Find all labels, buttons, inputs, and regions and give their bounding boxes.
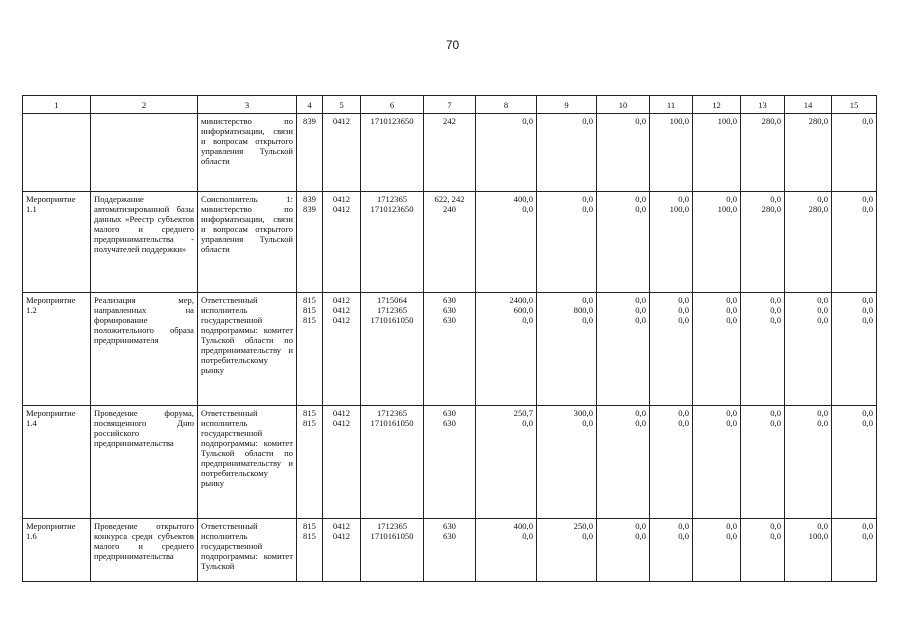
col-7-cell [424,114,476,192]
col-8-cell [476,519,537,582]
cell-value: 0,0 [582,315,593,325]
cell-value: 0,0 [678,418,689,428]
cell-value: 0,0 [770,315,781,325]
cell-value: 800,0 [573,305,593,315]
cell-value: 0,0 [770,408,781,418]
table-row [23,406,877,519]
cell-value: 0,0 [582,295,593,305]
cell-value: 0,0 [522,204,533,214]
cell-value: 0,0 [862,408,873,418]
column-header-6: 6 [361,96,424,114]
event-id-cell: Мероприятие 1.1 [23,192,91,293]
col-14-cell [785,293,832,406]
cell-value: 0,0 [726,194,737,204]
cell-value: 0,0 [862,521,873,531]
cell-value: 100,0 [808,531,828,541]
cell-value: 630 [443,295,456,305]
cell-value: 0,0 [862,204,873,214]
col-5-cell [323,519,361,582]
table-row [23,114,877,192]
executor-cell: министерство по информатизации, связи и вопросам открытого управления Тульской области [198,114,297,192]
col-14-cell [785,114,832,192]
col-10-cell [597,406,650,519]
col-7-cell [424,406,476,519]
cell-value: 280,0 [761,204,781,214]
cell-value: 0,0 [522,531,533,541]
col-6-cell [361,114,424,192]
cell-value: 0,0 [770,418,781,428]
cell-value: 0,0 [635,531,646,541]
column-header-10: 10 [597,96,650,114]
col-12-cell [693,192,741,293]
column-header-4: 4 [297,96,323,114]
col-10-cell [597,293,650,406]
cell-value: 0,0 [582,194,593,204]
col-8-cell [476,293,537,406]
column-header-1: 1 [23,96,91,114]
col-10-cell [597,192,650,293]
cell-value: 1710123650 [370,204,414,214]
col-11-cell [650,293,693,406]
cell-value: 815 [303,418,316,428]
col-4-cell [297,293,323,406]
cell-value: 100,0 [669,116,689,126]
event-id-cell: Мероприятие 1.6 [23,519,91,582]
col-12-cell [693,519,741,582]
cell-value: 0,0 [862,418,873,428]
col-15-cell [832,192,877,293]
table-row [23,293,877,406]
cell-value: 0412 [332,116,351,126]
cell-value: 0,0 [726,408,737,418]
executor-cell: Ответственный исполнитель государственной подпрограммы: комитет Тульской [198,519,297,582]
budget-table [22,95,877,582]
col-13-cell [741,406,785,519]
cell-value: 0,0 [862,116,873,126]
column-header-9: 9 [537,96,597,114]
cell-value: 0412 [332,305,351,315]
executor-cell: Соисполнитель 1: министерство по информатизации, связи и вопросам открытого управления Тульской области [198,192,297,293]
cell-value: 2400,0 [509,295,533,305]
cell-value: 280,0 [808,116,828,126]
cell-value: 100,0 [717,204,737,214]
cell-value: 0,0 [635,418,646,428]
cell-value: 0,0 [862,305,873,315]
column-header-7: 7 [424,96,476,114]
cell-value: 280,0 [808,204,828,214]
cell-value: 1710123650 [370,116,414,126]
event-id-cell: Мероприятие 1.2 [23,293,91,406]
cell-value: 1712365 [376,305,408,315]
cell-value: 0,0 [817,521,828,531]
cell-value: 0,0 [678,295,689,305]
col-8-cell [476,192,537,293]
column-header-3: 3 [198,96,297,114]
cell-value: 1710161050 [370,418,414,428]
cell-value: 0412 [332,315,351,325]
cell-value: 630 [443,531,456,541]
col-5-cell [323,114,361,192]
col-8-cell [476,406,537,519]
cell-value: 0412 [332,194,351,204]
cell-value: 0,0 [817,194,828,204]
col-6-cell [361,293,424,406]
cell-value: 1710161050 [370,531,414,541]
cell-value: 0412 [332,408,351,418]
col-8-cell [476,114,537,192]
col-5-cell [323,192,361,293]
cell-value: 0,0 [582,116,593,126]
cell-value: 0,0 [678,305,689,315]
col-10-cell [597,114,650,192]
col-14-cell [785,519,832,582]
col-9-cell [537,293,597,406]
col-9-cell [537,406,597,519]
cell-value: 0,0 [817,295,828,305]
table-row [23,519,877,582]
col-12-cell [693,293,741,406]
cell-value: 0,0 [817,408,828,418]
cell-value: 0,0 [817,418,828,428]
col-13-cell [741,114,785,192]
cell-value: 1710161050 [370,315,414,325]
col-7-cell [424,519,476,582]
cell-value: 0,0 [582,204,593,214]
column-header-13: 13 [741,96,785,114]
cell-value: 0412 [332,295,351,305]
event-name-cell: Реализация мер, направленных на формирование положительного образа предпринимателя [91,293,198,406]
col-5-cell [323,293,361,406]
cell-value: 0412 [332,521,351,531]
cell-value: 0,0 [635,194,646,204]
col-11-cell [650,192,693,293]
event-name-cell: Поддержание автоматизированной базы данных «Реестр субъектов малого и среднего предпринимательства - получателей поддержки» [91,192,198,293]
event-id-cell [23,114,91,192]
col-9-cell [537,114,597,192]
cell-value: 0,0 [635,315,646,325]
cell-value: 0,0 [726,305,737,315]
col-15-cell [832,293,877,406]
col-4-cell [297,114,323,192]
cell-value: 0,0 [522,418,533,428]
col-14-cell [785,406,832,519]
cell-value: 100,0 [717,116,737,126]
cell-value: 622, 242 [434,194,465,204]
column-header-11: 11 [650,96,693,114]
cell-value: 815 [303,295,316,305]
cell-value: 0,0 [862,531,873,541]
cell-value: 600,0 [513,305,533,315]
event-name-cell [91,114,198,192]
cell-value: 0,0 [726,531,737,541]
cell-value: 0,0 [862,194,873,204]
cell-value: 1712365 [376,194,408,204]
cell-value: 0,0 [678,315,689,325]
cell-value: 0,0 [726,315,737,325]
column-header-5: 5 [323,96,361,114]
cell-value: 0,0 [770,521,781,531]
cell-value: 1712365 [376,408,408,418]
cell-value: 0,0 [770,305,781,315]
cell-value: 0,0 [635,521,646,531]
col-6-cell [361,519,424,582]
col-5-cell [323,406,361,519]
cell-value: 815 [303,305,316,315]
col-4-cell [297,519,323,582]
cell-value: 839 [303,194,316,204]
column-header-14: 14 [785,96,832,114]
col-12-cell [693,114,741,192]
column-header-2: 2 [91,96,198,114]
cell-value: 0,0 [635,408,646,418]
col-9-cell [537,519,597,582]
cell-value: 0,0 [770,194,781,204]
cell-value: 0,0 [817,305,828,315]
cell-value: 0,0 [635,116,646,126]
cell-value: 280,0 [761,116,781,126]
cell-value: 0,0 [726,418,737,428]
cell-value: 839 [303,204,316,214]
cell-value: 400,0 [513,521,533,531]
col-6-cell [361,406,424,519]
cell-value: 250,0 [573,521,593,531]
cell-value: 0,0 [770,295,781,305]
column-header-15: 15 [832,96,877,114]
cell-value: 0,0 [770,531,781,541]
cell-value: 400,0 [513,194,533,204]
col-15-cell [832,114,877,192]
cell-value: 250,7 [513,408,533,418]
cell-value: 1715064 [376,295,408,305]
cell-value: 0412 [332,531,351,541]
cell-value: 1712365 [376,521,408,531]
cell-value: 815 [303,521,316,531]
event-name-cell: Проведение открытого конкурса среди субъектов малого и среднего предпринимательства [91,519,198,582]
cell-value: 242 [443,116,456,126]
cell-value: 0,0 [678,531,689,541]
cell-value: 240 [443,204,456,214]
cell-value: 630 [443,315,456,325]
cell-value: 100,0 [669,204,689,214]
executor-cell: Ответственный исполнитель государственной подпрограммы: комитет Тульской области по предпринимательству и потребительскому рынку [198,293,297,406]
col-13-cell [741,192,785,293]
col-4-cell [297,192,323,293]
cell-value: 630 [443,418,456,428]
cell-value: 300,0 [573,408,593,418]
event-name-cell: Проведение форума, посвященного Дню российского предпринимательства [91,406,198,519]
cell-value: 0,0 [678,521,689,531]
cell-value: 0,0 [862,315,873,325]
cell-value: 630 [443,408,456,418]
col-10-cell [597,519,650,582]
col-4-cell [297,406,323,519]
cell-value: 0,0 [582,418,593,428]
cell-value: 839 [303,116,316,126]
cell-value: 0412 [332,204,351,214]
event-id-cell: Мероприятие 1.4 [23,406,91,519]
col-9-cell [537,192,597,293]
cell-value: 0,0 [678,408,689,418]
cell-value: 0,0 [635,305,646,315]
col-11-cell [650,406,693,519]
header-row [23,96,877,114]
col-13-cell [741,519,785,582]
page-number: 70 [445,38,460,52]
col-11-cell [650,519,693,582]
cell-value: 815 [303,531,316,541]
cell-value: 0412 [332,418,351,428]
column-header-12: 12 [693,96,741,114]
executor-cell: Ответственный исполнитель государственной подпрограммы: комитет Тульской области по предпринимательству и потребительскому рынку [198,406,297,519]
cell-value: 0,0 [522,315,533,325]
cell-value: 0,0 [635,295,646,305]
cell-value: 0,0 [522,116,533,126]
cell-value: 0,0 [726,295,737,305]
col-12-cell [693,406,741,519]
col-7-cell [424,192,476,293]
column-header-8: 8 [476,96,537,114]
cell-value: 0,0 [862,295,873,305]
cell-value: 0,0 [726,521,737,531]
cell-value: 815 [303,315,316,325]
table-row [23,192,877,293]
col-13-cell [741,293,785,406]
col-15-cell [832,519,877,582]
col-11-cell [650,114,693,192]
cell-value: 630 [443,521,456,531]
col-6-cell [361,192,424,293]
col-7-cell [424,293,476,406]
cell-value: 0,0 [635,204,646,214]
cell-value: 815 [303,408,316,418]
col-14-cell [785,192,832,293]
cell-value: 0,0 [678,194,689,204]
col-15-cell [832,406,877,519]
cell-value: 0,0 [817,315,828,325]
cell-value: 0,0 [582,531,593,541]
cell-value: 630 [443,305,456,315]
